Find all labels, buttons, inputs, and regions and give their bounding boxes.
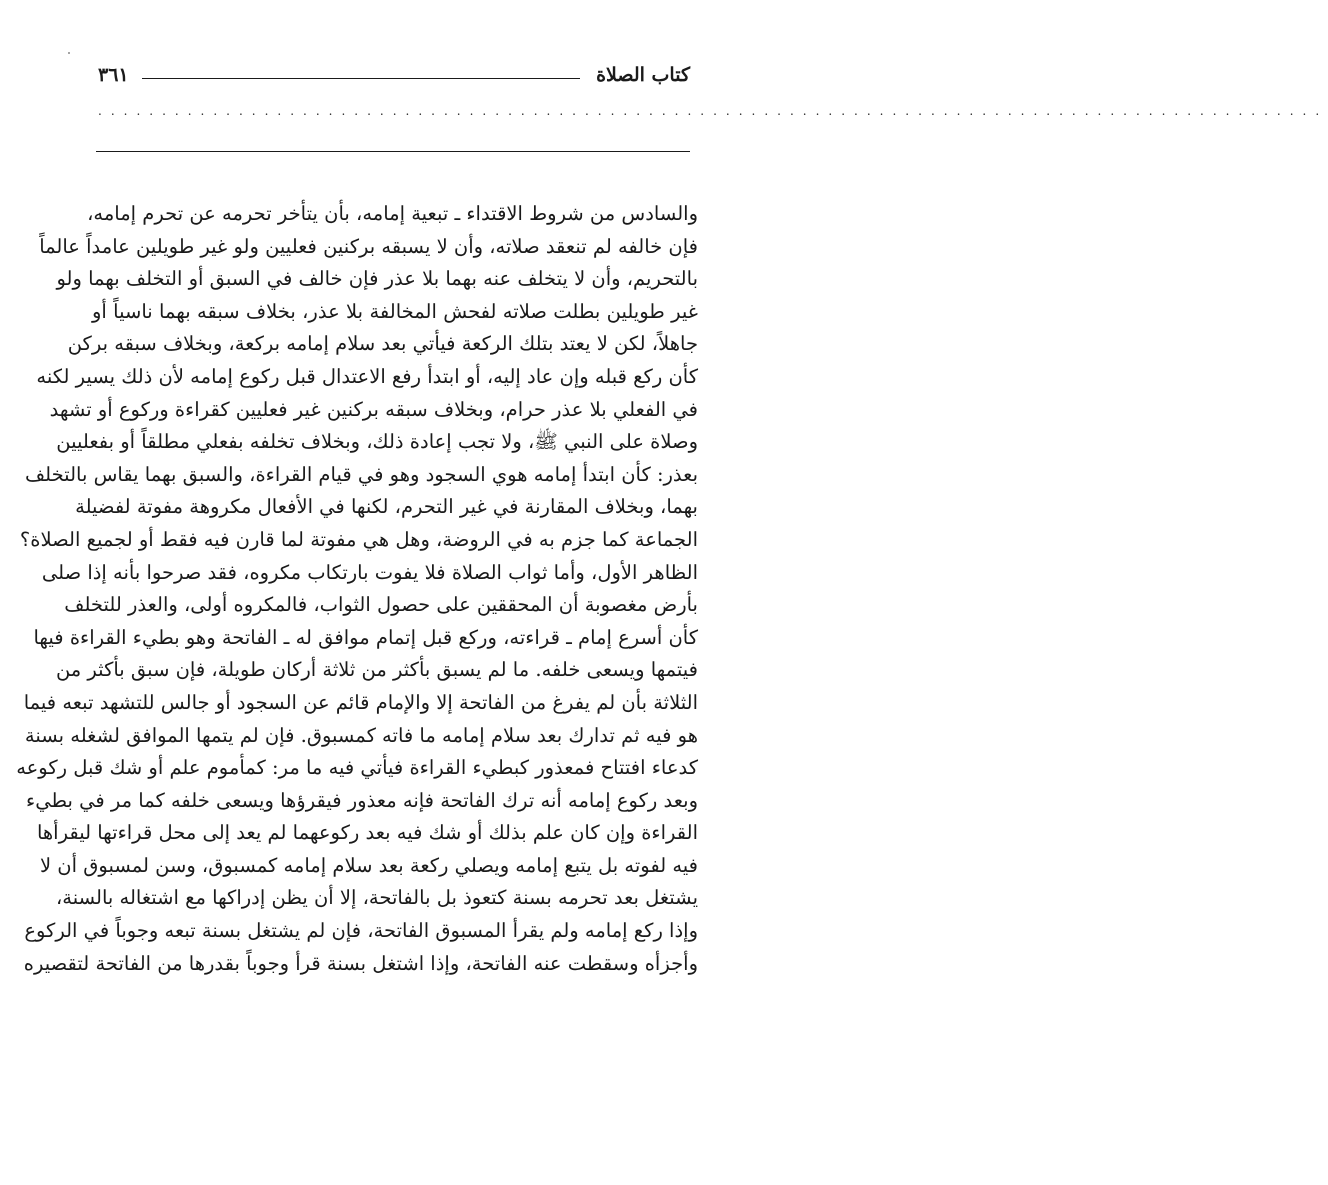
text-line: الثلاثة بأن لم يفرغ من الفاتحة إلا والإمام قائم عن السجود أو جالس للتشهد تبعه فيما xyxy=(23,690,698,714)
text-line: جاهلاً، لكن لا يعتد بتلك الركعة فيأتي بعد سلام إمامه بركعة، وبخلاف سبقه بركن xyxy=(67,332,698,356)
text-line: بهما، وبخلاف المقارنة في غير التحرم، لكنها في الأفعال مكروهة مفوتة لفضيلة xyxy=(75,495,698,519)
text-line: كدعاء افتتاح فمعذور كبطيء القراءة فيأتي فيه ما مر: كمأموم علم أو شك قبل ركوعه xyxy=(16,756,698,780)
running-header xyxy=(98,62,690,88)
text-line: وبعد ركوع إمامه أنه ترك الفاتحة فإنه معذور فيقرؤها ويسعى خلفه كما مر في بطيء xyxy=(26,788,698,812)
text-top-rule xyxy=(96,151,690,152)
text-line: بالتحريم، وأن لا يتخلف عنه بهما بلا عذر فإن خالف في السبق أو التخلف بهما ولو xyxy=(56,267,698,291)
text-line: وإذا ركع إمامه ولم يقرأ المسبوق الفاتحة، فإن لم يشتغل بسنة تبعه وجوباً في الركوع xyxy=(24,919,698,943)
text-line: فيه لفوته بل يتبع إمامه ويصلي ركعة بعد سلام إمامه كمسبوق، وسن لمسبوق أن لا xyxy=(39,853,698,877)
scan-speck xyxy=(68,52,70,54)
text-line: يشتغل بعد تحرمه بسنة كتعوذ بل بالفاتحة، إلا أن يظن إدراكها مع اشتغاله بالسنة، xyxy=(55,886,698,910)
text-line: كأن أسرع إمام ـ قراءته، وركع قبل إتمام موافق له ـ الفاتحة وهو بطيء القراءة فيها xyxy=(33,625,698,649)
text-line: كأن ركع قبله وإن عاد إليه، أو ابتدأ رفع الاعتدال قبل ركوع إمامه لأن ذلك يسير لكنه xyxy=(36,364,698,388)
text-line: غير طويلين بطلت صلاته لفحش المخالفة بلا عذر، بخلاف سبقه بهما ناسياً أو xyxy=(92,299,698,323)
text-line: والسادس من شروط الاقتداء ـ تبعية إمامه، بأن يتأخر تحرمه عن تحرم إمامه، xyxy=(87,202,698,225)
text-line: القراءة وإن كان علم بذلك أو شك فيه بعد ركوعهما لم يعد إلى محل قراءتها ليقرأها xyxy=(36,821,698,845)
page-number: ٣٦١ xyxy=(98,64,129,86)
text-line: فيتمها ويسعى خلفه. ما لم يسبق بأكثر من ثلاثة أركان طويلة، فإن سبق بأكثر من xyxy=(55,658,698,682)
header-title: كتاب الصلاة xyxy=(596,64,690,86)
text-line: الجماعة كما جزم به في الروضة، وهل هي مفوتة لما قارن فيه فقط أو لجميع الصلاة؟ xyxy=(19,527,698,551)
dotted-separator: ................................................................................................ xyxy=(98,104,1328,118)
text-line: بعذر: كأن ابتدأ إمامه هوي السجود وهو في قيام القراءة، والسبق بهما يقاس بالتخلف xyxy=(24,462,698,486)
text-line: وصلاة على النبي ﷺ، ولا تجب إعادة ذلك، وبخلاف تخلفه بفعلي مطلقاً أو بفعليين xyxy=(56,430,698,454)
text-line: فإن خالفه لم تنعقد صلاته، وأن لا يسبقه بركنين فعليين ولو غير طويلين عامداً عالماً xyxy=(39,234,698,258)
text-line: الظاهر الأول، وأما ثواب الصلاة فلا يفوت بارتكاب مكروه، فقد صرحوا بأنه إذا صلى xyxy=(41,560,698,584)
body-text xyxy=(16,198,698,980)
text-line: بأرض مغصوبة أن المحققين على حصول الثواب، فالمكروه أولى، والعذر للتخلف xyxy=(64,593,698,617)
text-line: في الفعلي بلا عذر حرام، وبخلاف سبقه بركنين غير فعليين كقراءة وركوع أو تشهد xyxy=(49,397,698,421)
text-line: هو فيه ثم تدارك بعد سلام إمامه ما فاته كمسبوق. فإن لم يتمها الموافق لشغله بسنة xyxy=(24,723,698,747)
header-rule xyxy=(142,78,580,79)
text-line: وأجزأه وسقطت عنه الفاتحة، وإذا اشتغل بسنة قرأ وجوباً بقدرها من الفاتحة لتقصيره xyxy=(23,951,698,975)
